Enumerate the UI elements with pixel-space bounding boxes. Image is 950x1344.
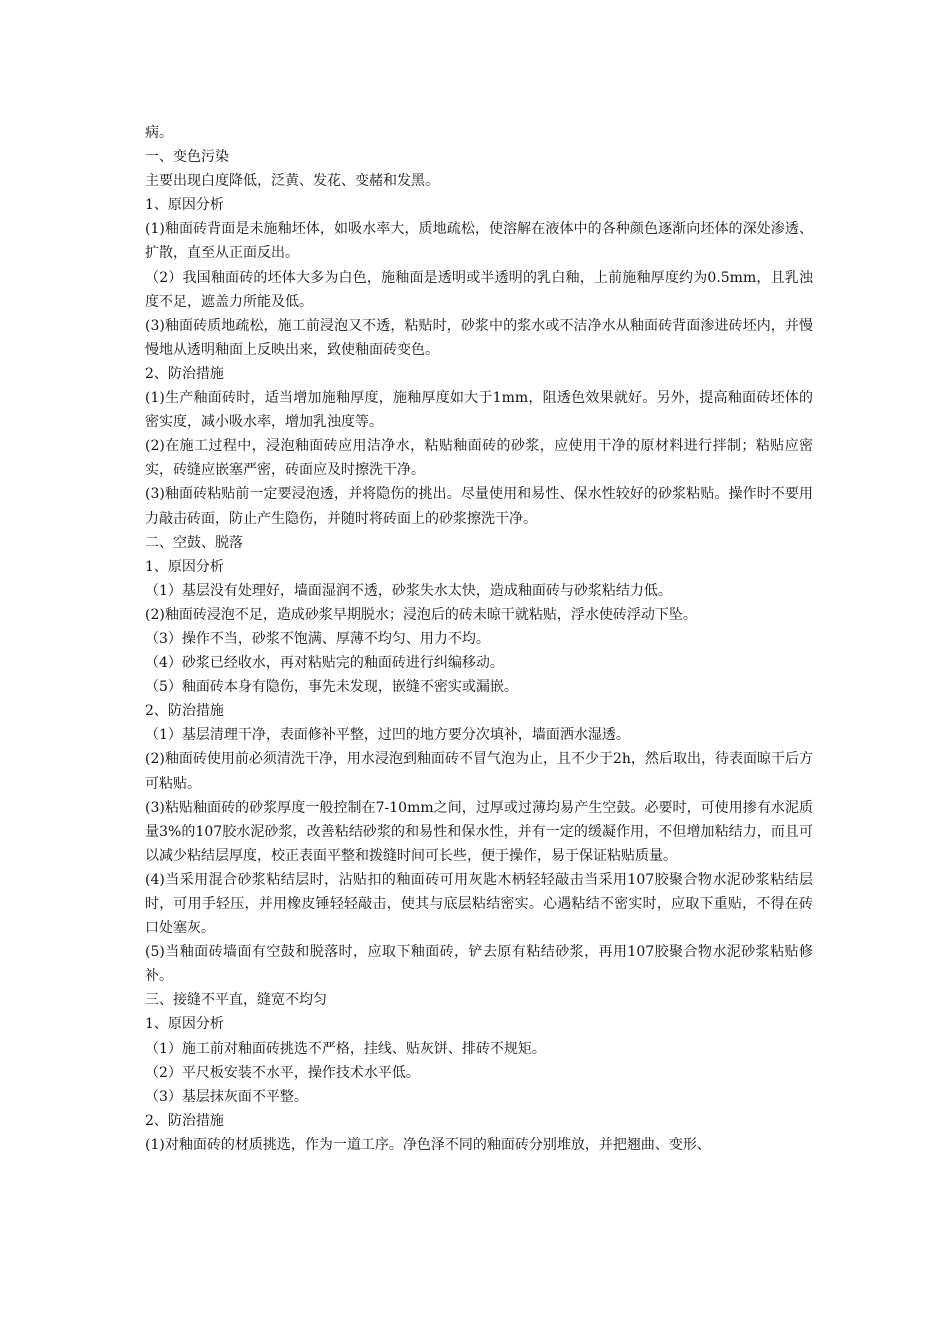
section-heading: 三、接缝不平直，缝宽不均匀 [145, 992, 327, 1009]
paragraph: （5）釉面砖本身有隐伤，事先未发现，嵌缝不密实或漏嵌。 [145, 679, 518, 696]
paragraph: （2）平尺板安装不水平，操作技术水平低。 [145, 1064, 420, 1081]
paragraph: （1）基层清理干净，表面修补平整，过凹的地方要分次填补，墙面洒水湿透。 [145, 727, 630, 744]
section-heading: 一、变色污染 [145, 149, 229, 166]
paragraph: (5)当釉面砖墙面有空鼓和脱落时，应取下釉面砖，铲去原有粘结砂浆，再用107胶聚合物水泥砂浆粘贴修补。 [145, 944, 813, 985]
subsection-heading: 2、防治措施 [145, 365, 224, 382]
paragraph: (1)釉面砖背面是未施釉坯体，如吸水率大，质地疏松，使溶解在液体中的各种颜色逐渐向坯体的深处渗透、扩散，直至从正面反出。 [145, 221, 813, 262]
paragraph: 主要出现白度降低，泛黄、发花、变赭和发黑。 [145, 173, 439, 190]
paragraph: (3)釉面砖质地疏松，施工前浸泡又不透，粘贴时，砂浆中的浆水或不洁净水从釉面砖背面渗进砖坯内，并慢慢地从透明釉面上反映出来，致使釉面砖变色。 [145, 317, 813, 358]
document-body [145, 121, 813, 1157]
paragraph: （3）操作不当，砂浆不饱满、厚薄不均匀、用力不均。 [145, 630, 490, 647]
paragraph: 病。 [145, 125, 173, 141]
subsection-heading: 2、防治措施 [145, 1112, 224, 1129]
subsection-heading: 1、原因分析 [145, 1016, 224, 1033]
paragraph: （2）我国釉面砖的坯体大多为白色，施釉面是透明或半透明的乳白釉，上前施釉厚度约为0.5mm，且乳浊度不足，遮盖力所能及低。 [145, 269, 813, 310]
paragraph: (4)当采用混合砂浆粘结层时，沾贴扣的釉面砖可用灰匙木柄轻轻敲击当采用107胶聚合物水泥砂浆粘结层时，可用手轻压，并用橡皮锤轻轻敲击，使其与底层粘结密实。心遇粘结不密实时，应取下重贴，不得在砖口处塞灰。 [145, 871, 813, 937]
paragraph: (2)釉面砖浸泡不足，造成砂浆早期脱水；浸泡后的砖未晾干就粘贴，浮水使砖浮动下坠。 [145, 606, 697, 623]
section-heading: 二、空鼓、脱落 [145, 534, 243, 551]
subsection-heading: 2、防治措施 [145, 703, 224, 720]
paragraph: （1）基层没有处理好，墙面湿润不透，砂浆失水太快，造成釉面砖与砂浆粘结力低。 [145, 582, 672, 599]
paragraph: (2)釉面砖使用前必须清洗干净，用水浸泡到釉面砖不冒气泡为止，且不少于2h，然后取出，待表面晾干后方可粘贴。 [145, 751, 813, 792]
paragraph: (3)粘贴釉面砖的砂浆厚度一般控制在7-10mm之间，过厚或过薄均易产生空鼓。必要时，可使用掺有水泥质量3%的107胶水泥砂浆，改善粘结砂浆的和易性和保水性，并有一定的缓凝作用，不但增加粘结力，而且可以减少粘结层厚度，校正表面平整和拨缝时间可长些，便于操作，易于保证粘贴质量。 [145, 799, 813, 864]
paragraph: （3）基层抹灰面不平整。 [145, 1088, 308, 1105]
subsection-heading: 1、原因分析 [145, 197, 224, 214]
paragraph: (2)在施工过程中，浸泡釉面砖应用洁净水，粘贴釉面砖的砂浆，应使用干净的原材料进行拌制；粘贴应密实，砖缝应嵌塞严密，砖面应及时擦洗干净。 [145, 438, 813, 479]
subsection-heading: 1、原因分析 [145, 558, 224, 575]
paragraph: （1）施工前对釉面砖挑选不严格，挂线、贴灰饼、排砖不规矩。 [145, 1040, 546, 1057]
paragraph: (1)生产釉面砖时，适当增加施釉厚度，施釉厚度如大于1mm，阻透色效果就好。另外，提高釉面砖坯体的密实度，减小吸水率，增加乳浊度等。 [145, 390, 813, 431]
paragraph: (1)对釉面砖的材质挑选，作为一道工序。净色泽不同的釉面砖分别堆放，并把翘曲、变形、 [145, 1136, 711, 1153]
paragraph: (3)釉面砖粘贴前一定要浸泡透，并将隐伤的挑出。尽量使用和易性、保水性较好的砂浆粘贴。操作时不要用力敲击砖面，防止产生隐伤，并随时将砖面上的砂浆擦洗干净。 [145, 486, 813, 527]
paragraph: （4）砂浆已经收水，再对粘贴完的釉面砖进行纠编移动。 [145, 655, 504, 672]
